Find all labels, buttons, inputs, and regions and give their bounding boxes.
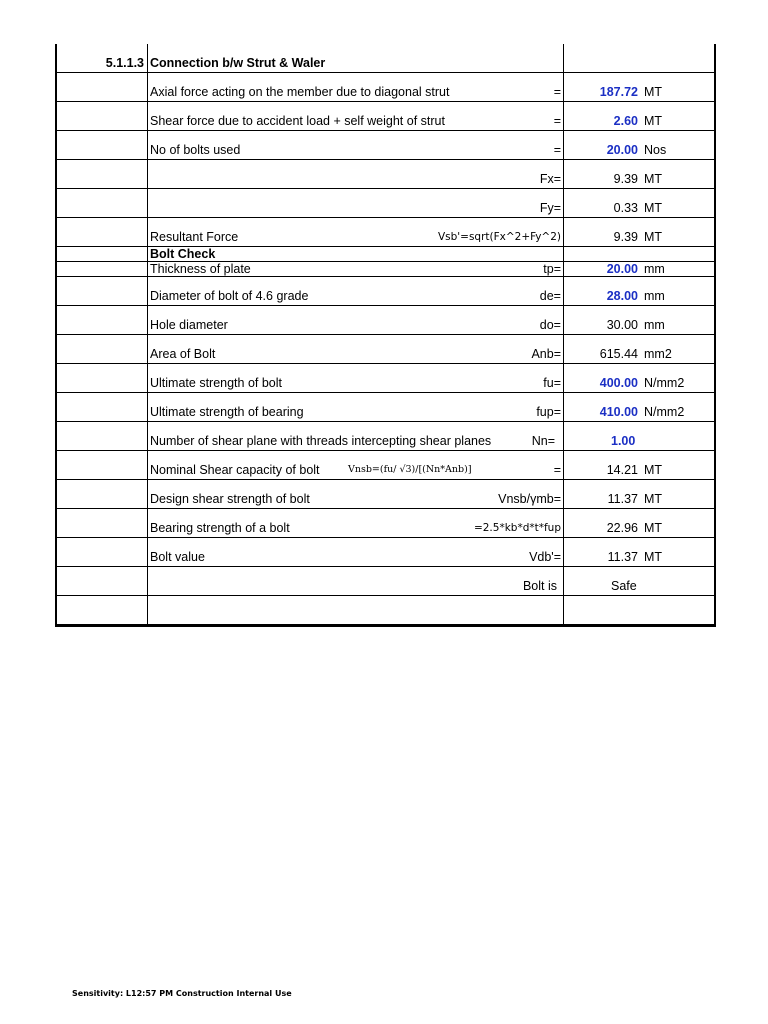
row-value: 9.39 bbox=[613, 230, 638, 244]
row-value: 9.39 bbox=[613, 172, 638, 186]
row-unit: MT bbox=[644, 201, 663, 215]
bolt-status-label: Bolt is bbox=[522, 579, 557, 593]
row-value: 20.00 bbox=[606, 262, 638, 276]
row-unit: mm bbox=[644, 262, 665, 276]
table-row-ultimate-strength-bolt bbox=[57, 364, 714, 393]
row-formula: Nn= bbox=[531, 434, 555, 448]
table-row-fx bbox=[57, 160, 714, 189]
row-description: Area of Bolt bbox=[150, 347, 216, 361]
row-formula: Vdb'= bbox=[529, 550, 561, 564]
row-formula: tp= bbox=[543, 262, 561, 276]
row-formula: = bbox=[553, 114, 561, 128]
row-unit: N/mm2 bbox=[644, 376, 685, 390]
row-formula: Vnsb/γmb= bbox=[498, 492, 561, 506]
table-row-shear-force bbox=[57, 102, 714, 131]
table-row-empty bbox=[57, 596, 714, 624]
row-unit: mm2 bbox=[644, 347, 672, 361]
row-description: Ultimate strength of bearing bbox=[150, 405, 304, 419]
row-formula: do= bbox=[539, 318, 561, 332]
table-row-design-shear-strength bbox=[57, 480, 714, 509]
row-description: Axial force acting on the member due to diagonal strut bbox=[150, 85, 450, 99]
table-row-bolt-status bbox=[57, 567, 714, 596]
row-value: 187.72 bbox=[599, 85, 638, 99]
table-row-axial-force bbox=[57, 73, 714, 102]
table-row-bolt-value bbox=[57, 538, 714, 567]
table-row-area-of-bolt bbox=[57, 335, 714, 364]
row-description: Ultimate strength of bolt bbox=[150, 376, 283, 390]
row-unit: mm bbox=[644, 318, 665, 332]
row-formula: = bbox=[553, 463, 561, 477]
row-value: 400.00 bbox=[599, 376, 638, 390]
row-description: Nominal Shear capacity of bolt bbox=[150, 463, 320, 477]
row-formula: fu= bbox=[543, 376, 561, 390]
row-unit: N/mm2 bbox=[644, 405, 685, 419]
section-number: 5.1.1.3 bbox=[105, 56, 144, 70]
row-value: 410.00 bbox=[599, 405, 638, 419]
row-unit: MT bbox=[644, 492, 663, 506]
table-row-thickness-of-plate bbox=[57, 262, 714, 277]
table-row-fy bbox=[57, 189, 714, 218]
table-row-ultimate-strength-bearing bbox=[57, 393, 714, 422]
bolt-check-heading: Bolt Check bbox=[150, 247, 216, 261]
section-title: Connection b/w Strut & Waler bbox=[150, 56, 326, 70]
sensitivity-footer: Sensitivity: L12:57 PM Construction Internal Use bbox=[72, 989, 292, 998]
bolt-status-value: Safe bbox=[611, 579, 637, 593]
row-unit: MT bbox=[644, 550, 663, 564]
row-formula: Anb= bbox=[531, 347, 561, 361]
row-unit: MT bbox=[644, 463, 663, 477]
row-description: Bolt value bbox=[150, 550, 205, 564]
row-formula: =2.5*kb*d*t*fup bbox=[473, 522, 561, 534]
row-unit: MT bbox=[644, 521, 663, 535]
row-description: No of bolts used bbox=[150, 143, 241, 157]
row-description: Diameter of bolt of 4.6 grade bbox=[150, 289, 309, 303]
row-inline-formula: Vnsb=(fu/ √3)/[(Nn*Anb)] bbox=[348, 464, 472, 475]
row-value: 0.33 bbox=[613, 201, 638, 215]
row-value: 14.21 bbox=[606, 463, 638, 477]
table-row-nominal-shear-capacity bbox=[57, 451, 714, 480]
row-value: 615.44 bbox=[599, 347, 638, 361]
calculation-sheet bbox=[55, 44, 716, 627]
table-row-shear-planes bbox=[57, 422, 714, 451]
row-value: 22.96 bbox=[606, 521, 638, 535]
row-formula: fup= bbox=[536, 405, 561, 419]
table-row-hole-diameter bbox=[57, 306, 714, 335]
row-value: 28.00 bbox=[606, 289, 638, 303]
table-row-resultant-force bbox=[57, 218, 714, 247]
row-description: Shear force due to accident load + self weight of strut bbox=[150, 114, 445, 128]
row-description: Thickness of plate bbox=[150, 262, 251, 276]
table-row-no-of-bolts bbox=[57, 131, 714, 160]
row-value: 11.37 bbox=[607, 550, 638, 564]
row-description: Design shear strength of bolt bbox=[150, 492, 310, 506]
row-value: 11.37 bbox=[607, 492, 638, 506]
row-formula: = bbox=[553, 143, 561, 157]
row-unit: Nos bbox=[644, 143, 667, 157]
section-header-row bbox=[57, 44, 714, 73]
row-value: 20.00 bbox=[606, 143, 638, 157]
row-formula: Vsb'=sqrt(Fx^2+Fy^2) bbox=[437, 231, 561, 243]
row-unit: mm bbox=[644, 289, 665, 303]
row-description: Resultant Force bbox=[150, 230, 239, 244]
row-description: Bearing strength of a bolt bbox=[150, 521, 290, 535]
table-row-bearing-strength bbox=[57, 509, 714, 538]
row-unit: MT bbox=[644, 172, 663, 186]
row-description: Hole diameter bbox=[150, 318, 228, 332]
row-description: Number of shear plane with threads intercepting shear planes bbox=[150, 434, 492, 448]
row-unit: MT bbox=[644, 114, 663, 128]
row-formula: de= bbox=[539, 289, 561, 303]
row-unit: MT bbox=[644, 230, 663, 244]
table-row-bolt-check-heading bbox=[57, 247, 714, 262]
row-value: 1.00 bbox=[611, 434, 636, 448]
row-value: 2.60 bbox=[613, 114, 638, 128]
row-formula: Fx= bbox=[539, 172, 561, 186]
row-formula: Fy= bbox=[539, 201, 561, 215]
table-row-bolt-diameter bbox=[57, 277, 714, 306]
row-unit: MT bbox=[644, 85, 663, 99]
row-formula: = bbox=[553, 85, 561, 99]
row-value: 30.00 bbox=[606, 318, 638, 332]
